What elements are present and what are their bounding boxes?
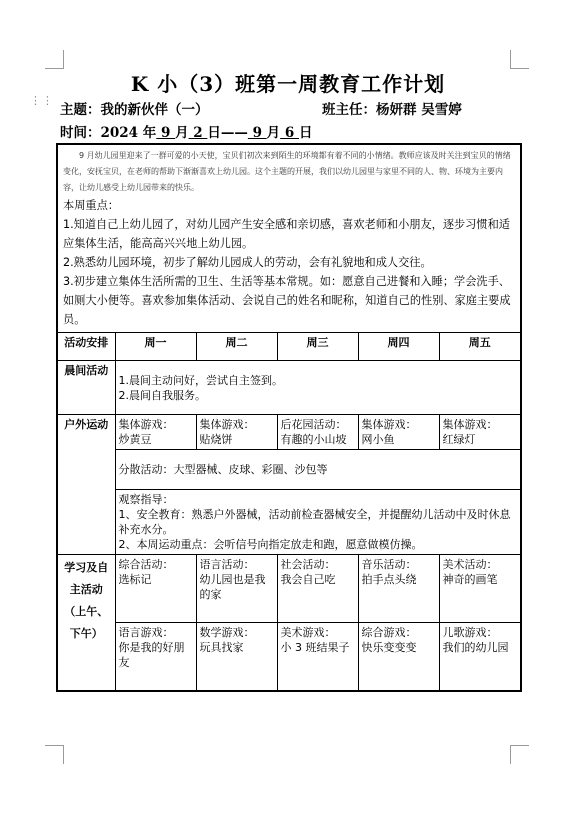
theme-value: 我的新伙伴（一） [100, 102, 209, 118]
study-mon-2 [115, 623, 196, 691]
header-wednesday: 周三 [277, 333, 358, 361]
outdoor-split-row [57, 450, 521, 490]
study-thu-1 [358, 555, 439, 623]
game-name: 贴烧饼 [199, 433, 233, 446]
outdoor-game-fri [439, 415, 521, 450]
activity-type: 儿歌游戏： [442, 626, 498, 639]
study-label-line-2: 主活动 [69, 583, 103, 596]
outdoor-game-wed [277, 415, 358, 450]
game-name: 炒黄豆 [118, 433, 152, 446]
time-start-month: 9 [156, 125, 176, 141]
study-fri-1 [439, 555, 521, 623]
game-type: 集体游戏： [361, 418, 417, 431]
time-end-day: 6 [280, 125, 299, 141]
study-row-2 [57, 623, 521, 691]
outdoor-observation-row [57, 490, 521, 555]
outdoor-split: 分散活动：大型器械、皮球、彩圈、沙包等 [115, 450, 521, 490]
study-label-line-4: 下午） [69, 627, 103, 640]
activity-name: 玩具找家 [199, 641, 244, 654]
theme-label: 主题： [60, 102, 101, 118]
observation-2: 2、本周运动重点：会听信号向指定放走和跑，愿意做模仿操。 [118, 538, 423, 551]
study-thu-2 [358, 623, 439, 691]
game-type: 集体游戏： [199, 418, 255, 431]
activity-name: 快乐变变变 [361, 641, 417, 654]
focus-item-2: 2.熟悉幼儿园环境，初步了解幼儿园成人的劳动，会有礼貌地和成人交往。 [63, 256, 432, 269]
weekly-plan-table [56, 143, 522, 692]
morning-line-1: 1.晨间主动问好，尝试自主签到。 [118, 373, 283, 387]
observation-title: 观察指导： [118, 493, 174, 506]
study-label-line-1: 学习及自 [64, 561, 109, 574]
drag-handle-icon[interactable]: ⋮⋮ [30, 94, 54, 107]
game-name: 网小鱼 [361, 433, 395, 446]
activity-name: 我们的幼儿园 [442, 641, 509, 654]
teacher-label: 班主任： [322, 102, 376, 118]
time-month-word-2: 月 [266, 125, 281, 141]
intro-cell [57, 144, 521, 333]
header-activity: 活动安排 [57, 333, 115, 361]
time-day-word-1: 日 [207, 125, 221, 141]
intro-paragraph: 9 月幼儿园里迎来了一群可爱的小天使，宝贝们初次来到陌生的环境都有着不同的小情绪。教师应该及时关注到宝贝的情绪变化，安抚宝贝，在老师的帮助下渐渐喜欢上幼儿园。这个主题的开展，我们以幼儿园里与家里不同的人、物、环境为主要内容，让幼儿感受上幼儿园带来的快乐。 [63, 151, 511, 192]
activity-name: 你是我的好朋友 [118, 641, 185, 669]
focus-title: 本周重点： [63, 199, 119, 212]
activity-type: 综合游戏： [361, 626, 417, 639]
study-label [57, 555, 115, 691]
page-title: K 小（3）班第一周教育工作计划 [130, 72, 446, 96]
teacher-value: 杨妍群 吴雪婷 [376, 102, 462, 118]
morning-row [57, 361, 521, 415]
activity-name: 神奇的画笔 [442, 573, 498, 586]
outdoor-game-mon [115, 415, 196, 450]
activity-type: 数学游戏： [199, 626, 255, 639]
activity-type: 综合活动： [118, 558, 174, 571]
outdoor-games-row [57, 415, 521, 450]
morning-content [115, 361, 521, 415]
activity-name: 我会自己吃 [280, 573, 336, 586]
study-tue-2 [196, 623, 277, 691]
activity-type: 美术活动： [442, 558, 498, 571]
morning-line-2: 2.晨间自我服务。 [118, 388, 206, 402]
outdoor-game-thu [358, 415, 439, 450]
study-mon-1 [115, 555, 196, 623]
morning-label: 晨间活动 [57, 361, 115, 415]
focus-item-3: 3.初步建立集体生活所需的卫生、生活等基本常规。如：愿意自己进餐和入睡；学会洗手、如厕大小便等。喜欢参加集体活动、会说自己的姓名和昵称，知道自己的性别、家庭主要成员。 [63, 275, 511, 326]
header-row [57, 333, 521, 361]
time-start-day: 2 [188, 125, 208, 141]
outdoor-observation [115, 490, 521, 555]
study-tue-1 [196, 555, 277, 623]
game-name: 红绿灯 [442, 433, 476, 446]
activity-name: 选标记 [118, 573, 152, 586]
game-name: 有趣的小山坡 [280, 433, 347, 446]
study-wed-2 [277, 623, 358, 691]
game-type: 后花园活动： [280, 418, 347, 431]
crop-mark-bottom-right [510, 745, 529, 764]
teacher-line [322, 98, 462, 118]
game-type: 集体游戏： [118, 418, 174, 431]
crop-mark-top-left [45, 50, 64, 69]
activity-name: 小 3 班结果子 [280, 641, 350, 654]
crop-mark-top-right [510, 50, 529, 69]
game-type: 集体游戏： [442, 418, 498, 431]
observation-1: 1、安全教育：熟悉户外器械，活动前检查器械安全，并提醒幼儿活动中及时休息补充水分。 [118, 508, 511, 536]
study-label-line-3: （上午、 [64, 605, 109, 618]
activity-type: 语言游戏： [118, 626, 174, 639]
time-end-month: 9 [247, 125, 267, 141]
time-day-word-2: 日 [298, 125, 313, 141]
outdoor-game-tue [196, 415, 277, 450]
time-month-word-1: 月 [175, 125, 189, 141]
time-separator: —— [220, 125, 248, 141]
activity-type: 美术游戏： [280, 626, 336, 639]
theme-line [60, 98, 209, 118]
study-wed-1 [277, 555, 358, 623]
intro-row [57, 144, 521, 333]
activity-type: 音乐活动： [361, 558, 417, 571]
header-friday: 周五 [439, 333, 521, 361]
header-thursday: 周四 [358, 333, 439, 361]
study-row-1 [57, 555, 521, 623]
activity-type: 社会活动： [280, 558, 336, 571]
activity-name: 拍手点头绕 [361, 573, 417, 586]
header-monday: 周一 [115, 333, 196, 361]
time-year: 2024 年 [100, 125, 157, 141]
time-label: 时间： [60, 125, 101, 141]
study-fri-2 [439, 623, 521, 691]
activity-name: 幼儿园也是我的家 [199, 573, 266, 601]
activity-type: 语言活动： [199, 558, 255, 571]
focus-item-1: 1.知道自己上幼儿园了，对幼儿园产生安全感和亲切感，喜欢老师和小朋友，逐步习惯和适应集体生活，能高高兴兴地上幼儿园。 [63, 218, 510, 250]
header-tuesday: 周二 [196, 333, 277, 361]
time-line [60, 121, 312, 141]
outdoor-label: 户外运动 [57, 415, 115, 555]
crop-mark-bottom-left [45, 745, 64, 764]
